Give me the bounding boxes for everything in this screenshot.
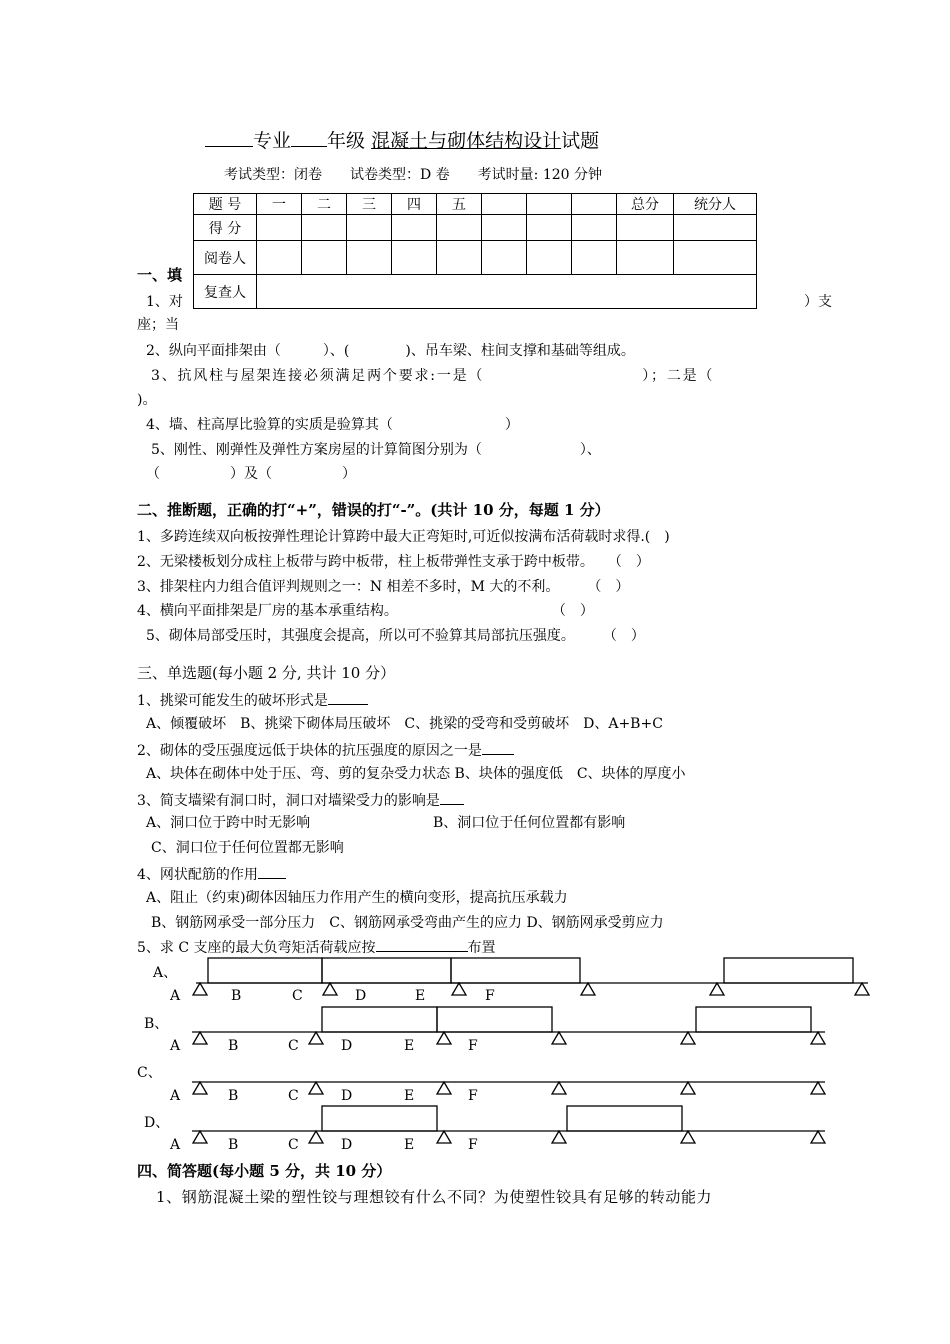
s3-q3-optA: A、洞口位于跨中时无影响: [146, 815, 311, 831]
s3-q1: 1、挑梁可能发生的破坏形式是: [137, 688, 368, 710]
support-triangle: [309, 1032, 323, 1044]
support-label: A: [170, 1088, 181, 1104]
support-triangle: [552, 1082, 566, 1094]
s1-q1-start: 1、对: [146, 294, 183, 310]
section4-title: 四、简答题(每小题 5 分，共 10 分）: [137, 1162, 392, 1180]
row-label-score: 得 分: [194, 215, 257, 241]
s2-q2: 2、无梁楼板划分成柱上板带与跨中板带，柱上板带弹性支承于跨中板带。 （ ）: [137, 554, 650, 570]
table-header: 二: [302, 194, 347, 215]
support-label: A: [170, 1038, 181, 1054]
s1-q3-end: )。: [137, 392, 157, 408]
section2-title: 二、推断题，正确的打“+”，错误的打“-”。(共计 10 分，每题 1 分）: [137, 501, 610, 519]
s1-q5-line2: （ ）及（ ）: [146, 466, 356, 482]
support-label: E: [404, 1088, 415, 1104]
support-label: A: [170, 1137, 181, 1153]
live-load-block: [437, 1007, 552, 1032]
s3-q4-optB: B、钢筋网承受一部分压力 C、钢筋网承受弯曲产生的应力 D、钢筋网承受剪应力: [151, 915, 664, 931]
support-triangle: [811, 1082, 825, 1094]
support-triangle: [552, 1032, 566, 1044]
s1-q5-line1: 5、刚性、刚弹性及弹性方案房屋的计算简图分别为（ ）、: [151, 442, 601, 458]
support-label: F: [468, 1038, 478, 1054]
section1-title: 一、填: [137, 266, 183, 284]
support-triangle: [437, 1032, 451, 1044]
diagram-option-label: A、: [153, 965, 178, 981]
s2-q4: 4、横向平面排架是厂房的基本承重结构。 （ ）: [137, 603, 594, 619]
support-triangle: [309, 1082, 323, 1094]
support-label: B: [228, 1038, 239, 1054]
s3-q2: 2、砌体的受压强度远低于块体的抗压强度的原因之一是: [137, 738, 514, 760]
exam-info: 考试类型：闭卷 试卷类型：D 卷 考试时量: 120 分钟: [224, 167, 603, 183]
support-triangle: [193, 1082, 207, 1094]
s1-q3: 3、抗风柱与屋架连接必须满足两个要求:一是（ ）；二是（: [151, 368, 715, 384]
s4-q1: 1、钢筋混凝土梁的塑性铰与理想铰有什么不同？为使塑性铰具有足够的转动能力: [156, 1188, 713, 1206]
support-label: D: [341, 1088, 353, 1104]
diagram-option-label: C、: [137, 1065, 162, 1081]
table-header: 一: [257, 194, 302, 215]
support-label: F: [468, 1088, 478, 1104]
live-load-block: [724, 958, 853, 983]
support-label: E: [404, 1137, 415, 1153]
support-triangle: [309, 1131, 323, 1143]
support-label: F: [485, 988, 495, 1004]
diagram-option-label: D、: [144, 1115, 170, 1131]
support-triangle: [323, 983, 337, 995]
live-load-block: [208, 958, 322, 983]
s1-q4: 4、墙、柱高厚比验算的实质是验算其（ ）: [146, 417, 519, 433]
live-load-block: [567, 1106, 682, 1131]
support-label: D: [355, 988, 367, 1004]
support-triangle: [811, 1032, 825, 1044]
row-label-checker: 复查人: [194, 275, 257, 309]
support-label: B: [231, 988, 242, 1004]
table-header: 四: [392, 194, 437, 215]
live-load-block: [322, 1007, 437, 1032]
support-triangle: [681, 1032, 695, 1044]
s3-q3: 3、简支墙梁有洞口时，洞口对墙梁受力的影响是: [137, 788, 464, 810]
s3-q1-opts: A、倾覆破坏 B、挑梁下砌体局压破坏 C、挑梁的受弯和受剪破坏 D、A+B+C: [146, 716, 663, 732]
s2-q5: 5、砌体局部受压时，其强度会提高，所以可不验算其局部抗压强度。 （ ）: [146, 628, 645, 644]
table-header: 统分人: [674, 194, 757, 215]
s2-q1: 1、多跨连续双向板按弹性理论计算跨中最大正弯矩时,可近似按满布活荷载时求得.( ): [137, 529, 670, 545]
table-header: 五: [437, 194, 482, 215]
support-triangle: [552, 1131, 566, 1143]
s3-q4: 4、网状配筋的作用: [137, 862, 286, 884]
s1-q1-end: ）支: [804, 294, 832, 310]
support-triangle: [681, 1082, 695, 1094]
support-triangle: [811, 1131, 825, 1143]
live-load-block: [322, 958, 451, 983]
support-triangle: [437, 1082, 451, 1094]
live-load-block: [322, 1106, 437, 1131]
table-header: 题 号: [194, 194, 257, 215]
support-label: B: [228, 1088, 239, 1104]
support-label: D: [341, 1038, 353, 1054]
support-triangle: [710, 983, 724, 995]
exam-title: 专业 年级 混凝土与砌体结构设计试题: [205, 126, 599, 153]
support-label: D: [341, 1137, 353, 1153]
support-label: C: [288, 1038, 299, 1054]
support-label: B: [228, 1137, 239, 1153]
s3-q3-optC: C、洞口位于任何位置都无影响: [151, 840, 344, 856]
s1-q1-line2: 座；当: [137, 317, 179, 333]
s3-q3-optB: B、洞口位于任何位置都有影响: [433, 815, 626, 831]
course-name: 混凝土与砌体结构设计: [371, 130, 562, 152]
section3-title: 三、单选题(每小题 2 分, 共计 10 分）: [137, 664, 396, 682]
live-load-block: [451, 958, 580, 983]
support-label: E: [415, 988, 426, 1004]
s3-q5: 5、求 C 支座的最大负弯矩活荷载应按 布置: [137, 937, 496, 957]
s3-q4-optA: A、阻止（约束)砌体因轴压力作用产生的横向变形，提高抗压承载力: [146, 890, 568, 906]
support-label: E: [404, 1038, 415, 1054]
table-header: 三: [347, 194, 392, 215]
live-load-block: [696, 1007, 811, 1032]
row-label-grader: 阅卷人: [194, 241, 257, 275]
support-triangle: [193, 983, 207, 995]
support-triangle: [193, 1032, 207, 1044]
support-triangle: [193, 1131, 207, 1143]
support-triangle: [581, 983, 595, 995]
s2-q3: 3、排架柱内力组合值评判规则之一：N 相差不多时，M 大的不利。 （ ）: [137, 579, 630, 595]
support-label: C: [288, 1088, 299, 1104]
s1-q2: 2、纵向平面排架由（ ）、( )、吊车梁、柱间支撑和基础等组成。: [146, 343, 635, 359]
support-triangle: [437, 1131, 451, 1143]
support-label: A: [170, 988, 181, 1004]
s3-q2-opts: A、块体在砌体中处于压、弯、剪的复杂受力状态 B、块体的强度低 C、块体的厚度小: [146, 766, 686, 782]
table-header: 总分: [617, 194, 674, 215]
support-triangle: [855, 983, 869, 995]
support-label: C: [288, 1137, 299, 1153]
support-label: C: [292, 988, 303, 1004]
support-triangle: [681, 1131, 695, 1143]
support-triangle: [452, 983, 466, 995]
diagram-option-label: B、: [144, 1016, 169, 1032]
support-label: F: [468, 1137, 478, 1153]
